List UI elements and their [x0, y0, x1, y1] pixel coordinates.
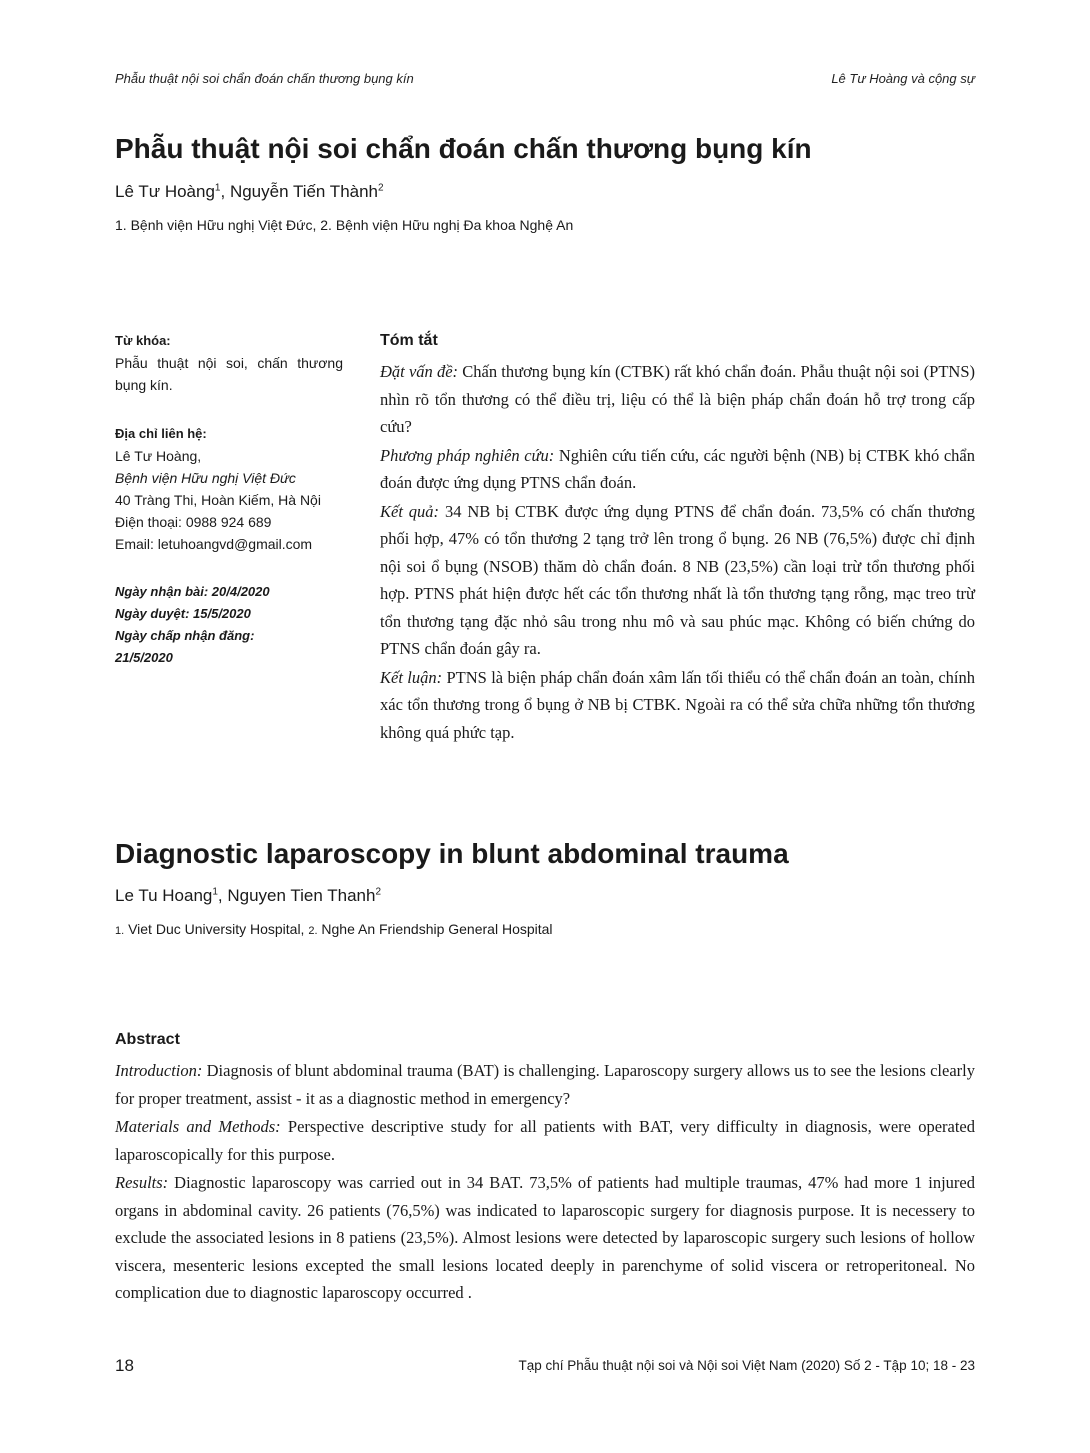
author-affiliation-mark: 2: [375, 886, 382, 898]
abstract-paragraph: [380, 664, 975, 747]
paragraph-label: Introduction:: [115, 1061, 203, 1080]
accepted-date: 21/5/2020: [115, 650, 173, 665]
authors-vi: [115, 182, 384, 202]
paragraph-text: PTNS là biện pháp chẩn đoán xâm lấn tối thiểu có thể chẩn đoán an toàn, chính xác tổn thương trong ổ bụng ở NB bị CTBK. Ngoài ra có thể sửa chữa những tổn thương không quá phức tạp.: [380, 667, 975, 742]
article-title-en: Diagnostic laparoscopy in blunt abdominal trauma: [115, 838, 789, 869]
abstract-body-vi: [380, 358, 975, 747]
paragraph-text: Diagnostic laparoscopy was carried out in 34 BAT. 73,5% of patients had multiple traumas, 47% had more 1 injured organs in abdominal cavity. 26 patients (76,5%) was indicated to laparoscopic surgery for diagnosis purpose. It is necessery to exclude the associated lesions in 8 patiens (23,5%). Almost lesions were detected by laparoscopic surgery such lesions of hollow viscera, mesenteric lesions excepted the small lesions located deeply in parenchyme of solid viscera or retroperitoneal. No complication due to diagnostic laparoscopy occurred .: [115, 1173, 975, 1302]
running-header-right: Lê Tư Hoàng và cộng sự: [831, 71, 975, 86]
page-number: 18: [115, 1356, 134, 1375]
abstract-body-en: [115, 1057, 975, 1308]
contact-address: 40 Tràng Thi, Hoàn Kiếm, Hà Nội: [115, 492, 321, 508]
author-name: Nguyen Tien Thanh: [227, 886, 376, 905]
contact-name: Lê Tư Hoàng,: [115, 448, 202, 464]
abstract-paragraph: [115, 1057, 975, 1112]
paragraph-label: Materials and Methods:: [115, 1117, 281, 1136]
abstract-paragraph: [115, 1113, 975, 1168]
authors-en: [115, 886, 381, 906]
paragraph-text: Nghiên cứu tiến cứu, các người bệnh (NB) bị CTBK khó chẩn đoán được ứng dụng PTNS chẩn đoán.: [380, 445, 976, 492]
author-name: Le Tu Hoang: [115, 886, 213, 905]
paragraph-text: Diagnosis of blunt abdominal trauma (BAT) is challenging. Laparoscopy surgery allows us to see the lesions clearly for proper treatment, assist - it as a diagnostic method in emergency?: [115, 1061, 975, 1108]
abstract-heading-en: Abstract: [115, 1031, 180, 1048]
paragraph-label: Phương pháp nghiên cứu:: [380, 445, 555, 465]
received-date: Ngày nhận bài: 20/4/2020: [115, 584, 270, 599]
contact-phone: Điện thoại: 0988 924 689: [115, 514, 272, 530]
abstract-paragraph: [380, 442, 975, 497]
paragraph-text: Perspective descriptive study for all patients with BAT, very difficulty in diagnosis, were operated laparoscopically for this purpose.: [115, 1117, 976, 1164]
affiliation-number: 1.: [115, 925, 125, 937]
affiliation-text: Viet Duc University Hospital,: [124, 921, 309, 937]
affiliation-text: Nghe An Friendship General Hospital: [317, 921, 553, 937]
keywords-text: Phẫu thuật nội soi, chấn thương bụng kín.: [115, 355, 343, 393]
accepted-label: Ngày chấp nhận đăng:: [115, 628, 255, 643]
contact-email: Email: letuhoangvd@gmail.com: [115, 536, 313, 552]
reviewed-date: Ngày duyệt: 15/5/2020: [115, 606, 251, 621]
author-affiliation-mark: 2: [378, 182, 384, 194]
author-name: Nguyễn Tiến Thành: [229, 182, 379, 201]
abstract-paragraph: [380, 358, 975, 441]
affiliations-en: [115, 921, 553, 937]
article-sidebar: [115, 330, 343, 669]
abstract-heading-vi: Tóm tắt: [380, 332, 438, 349]
contact-label: Địa chỉ liên hệ:: [115, 426, 207, 441]
abstract-paragraph: [115, 1169, 975, 1307]
paragraph-label: Đặt vấn đề:: [380, 362, 459, 381]
paragraph-label: Kết quả:: [380, 501, 440, 521]
author-separator: ,: [220, 182, 230, 201]
keywords-label: Từ khóa:: [115, 333, 171, 348]
article-title-vi: Phẫu thuật nội soi chẩn đoán chấn thương bụng kín: [115, 133, 812, 164]
paragraph-text: Chấn thương bụng kín (CTBK) rất khó chẩn đoán. Phẫu thuật nội soi (PTNS) nhìn rõ tổn thương có thể điều trị, liệu có thể là biện pháp chẩn đoán hỗ trợ trong cấp cứu?: [380, 362, 975, 436]
paragraph-label: Results:: [115, 1173, 169, 1192]
affiliations-vi: 1. Bệnh viện Hữu nghị Việt Đức, 2. Bệnh viện Hữu nghị Đa khoa Nghệ An: [115, 217, 574, 233]
running-header-left: Phẫu thuật nội soi chẩn đoán chấn thương bụng kín: [115, 71, 414, 86]
abstract-paragraph: [380, 498, 975, 663]
journal-citation: Tạp chí Phẫu thuật nội soi và Nội soi Việt Nam (2020) Số 2 - Tập 10; 18 - 23: [518, 1358, 975, 1373]
author-separator: ,: [217, 886, 228, 905]
affiliation-number: 2.: [308, 925, 318, 937]
author-affiliation-mark: 1: [212, 886, 218, 898]
paragraph-label: Kết luận:: [380, 667, 443, 687]
author-affiliation-mark: 1: [214, 182, 221, 194]
paragraph-text: 34 NB bị CTBK được ứng dụng PTNS để chẩn đoán. 73,5% có chấn thương phối hợp, 47% có tổn thương 2 tạng trở lên trong ổ bụng. 26 NB (76,5%) được chỉ định nội soi ổ bụng (NSOB) thăm dò chẩn đoán. 8 NB (23,5%) cần loại trừ tổn thương phối hợp. PTNS phát hiện được hết các tổn thương nhất là tổn thương tạng rỗng, mạc treo trừ tổn thương tạng đặc nhỏ sâu trong nhu mô và sau phúc mạc. Không có biến chứng do PTNS chẩn đoán gây ra.: [380, 501, 975, 658]
author-name: Lê Tư Hoàng: [115, 182, 215, 201]
contact-organization: Bệnh viện Hữu nghị Việt Đức: [115, 470, 296, 486]
article-dates: [115, 581, 343, 669]
